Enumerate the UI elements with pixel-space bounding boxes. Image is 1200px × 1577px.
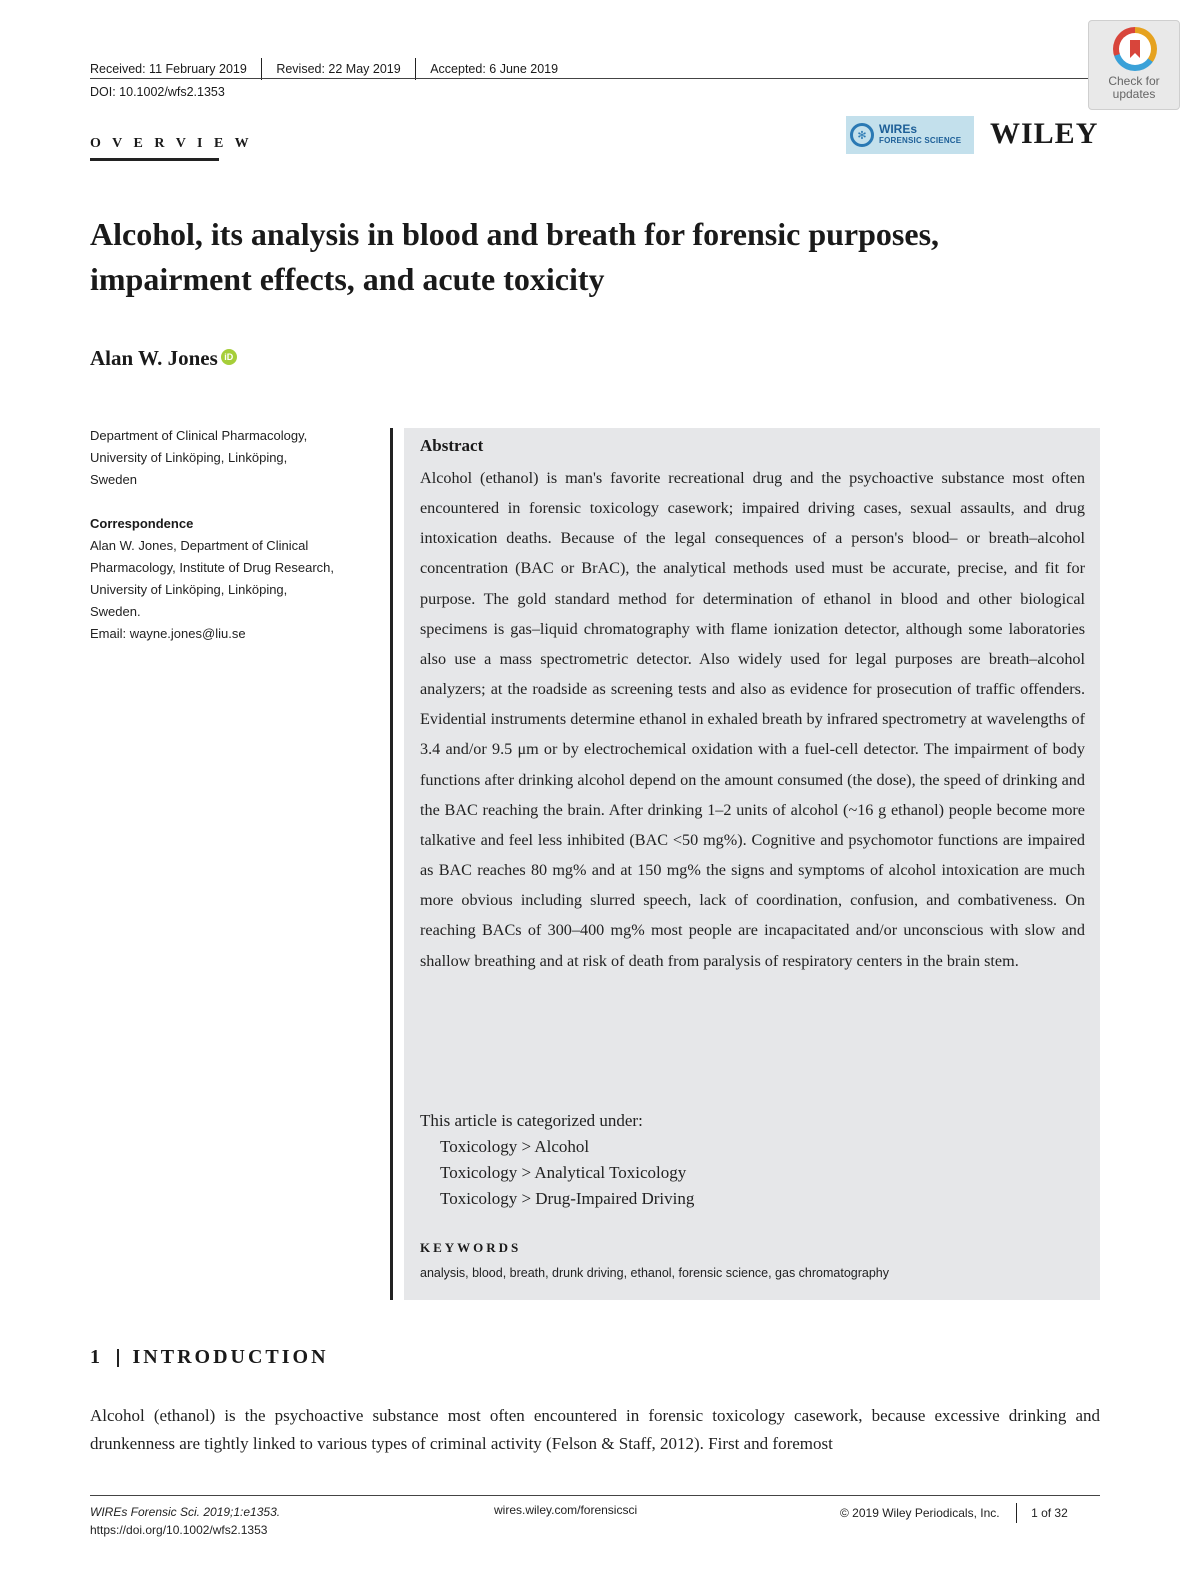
affiliation-line: University of Linköping, Linköping,	[90, 450, 288, 465]
category-item[interactable]: Toxicology > Alcohol	[440, 1137, 590, 1156]
copyright: © 2019 Wiley Periodicals, Inc.	[840, 1506, 1000, 1520]
date-divider	[415, 58, 417, 80]
correspondence-line: Sweden.	[90, 604, 141, 619]
section-heading	[90, 1346, 329, 1369]
check-for-updates-badge[interactable]	[1088, 20, 1180, 110]
category-item[interactable]: Toxicology > Drug-Impaired Driving	[440, 1189, 695, 1208]
date-divider	[261, 58, 263, 80]
page-number: 1 of 32	[1031, 1506, 1068, 1520]
author	[90, 346, 237, 371]
crossmark-icon	[1113, 27, 1157, 71]
title-line: impairment effects, and acute toxicity	[90, 261, 605, 297]
footer-doi-link[interactable]: https://doi.org/10.1002/wfs2.1353	[90, 1523, 268, 1537]
citation-text: WIREs Forensic Sci. 2019;1:e1353.	[90, 1505, 281, 1519]
abstract-divider	[390, 428, 393, 1300]
introduction-text: Alcohol (ethanol) is the psychoactive substance most often encountered in forensic toxicology casework, because excessive drinking and drunkenness are tightly linked to various types of criminal activity (Felson & Staff, 2012). First and foremost	[90, 1406, 1100, 1453]
correspondence-address	[90, 535, 380, 623]
journal-logo-subtitle: FORENSIC SCIENCE	[879, 136, 962, 145]
correspondence-heading: Correspondence	[90, 516, 194, 531]
author-name[interactable]: Alan W. Jones	[90, 346, 218, 370]
footer-site-link[interactable]: wires.wiley.com/forensicsci	[494, 1503, 638, 1517]
received-date: Received: 11 February 2019	[90, 62, 247, 76]
correspondence-line: University of Linköping, Linköping,	[90, 582, 288, 597]
correspondence-email[interactable]: Email: wayne.jones@liu.se	[90, 626, 246, 641]
keywords-heading: KEYWORDS	[420, 1240, 522, 1255]
header-rule	[90, 78, 1090, 79]
footer-divider	[1016, 1503, 1018, 1523]
affiliation-line: Department of Clinical Pharmacology,	[90, 428, 308, 443]
abstract-text: Alcohol (ethanol) is man's favorite recreational drug and the psychoactive substance most often encountered in forensic toxicology casework; impaired driving cases, sexual assaults, and drug intoxication deaths. Because of the legal consequences of a person's blood– or breath–alcohol concentration (BAC or BrAC), the analytical methods used must be accurate, precise, and fit for purpose. The gold standard method for determination of ethanol in blood and other biological specimens is gas–liquid chromatography with flame ionization detector, although some laboratories also use a mass spectrometric detector. Also widely used for legal purposes are breath–alcohol analyzers; at the roadside as screening tests and also as evidence for prosecution of traffic offenders. Evidential instruments determine ethanol in exhaled breath by infrared spectrometry at wavelengths of 3.4 and/or 9.5 μm or by electrochemical oxidation with a fuel-cell detector. The impairment of body functions after drinking alcohol depend on the amount consumed (the dose), the speed of drinking and the BAC reaching the brain. After drinking 1–2 units of alcohol (~16 g ethanol) people become more talkative and feel less inhibited (BAC <50 mg%). Cognitive and psychomotor functions are impaired as BAC reaches 80 mg% and at 150 mg% the signs and symptoms of alcohol intoxication are much more obvious including slurred speech, lack of coordination, confusion, and combativeness. On reaching BACs of 300–400 mg% most people are incapacitated and/or unconscious with slow and shallow breathing and at risk of death from paralysis of respiratory centers in the brain stem.	[420, 469, 1085, 970]
abstract-heading: Abstract	[420, 436, 484, 455]
article-type: O V E R V I E W	[90, 136, 253, 151]
section-title: INTRODUCTION	[132, 1346, 329, 1368]
categories-intro: This article is categorized under:	[420, 1111, 643, 1130]
title-line: Alcohol, its analysis in blood and breath for forensic purposes,	[90, 216, 940, 252]
article-type-underline	[90, 158, 219, 161]
footer-right	[840, 1503, 1068, 1523]
section-divider	[117, 1349, 119, 1367]
article-title	[90, 212, 1100, 302]
affiliation	[90, 425, 380, 491]
doi[interactable]: DOI: 10.1002/wfs2.1353	[90, 85, 225, 99]
accepted-date: Accepted: 6 June 2019	[430, 62, 559, 76]
footer-rule	[90, 1495, 1100, 1496]
correspondence-line: Pharmacology, Institute of Drug Research,	[90, 560, 334, 575]
revised-date: Revised: 22 May 2019	[276, 62, 401, 76]
footer-citation	[90, 1503, 280, 1539]
affiliation-line: Sweden	[90, 472, 137, 487]
section-number: 1	[90, 1346, 103, 1368]
check-for-updates-label: Check for updates	[1108, 74, 1160, 101]
publisher-logo[interactable]: WILEY	[990, 117, 1099, 150]
orcid-icon[interactable]: iD	[221, 349, 237, 365]
category-item[interactable]: Toxicology > Analytical Toxicology	[440, 1163, 687, 1182]
article-dates	[90, 58, 558, 80]
correspondence-line: Alan W. Jones, Department of Clinical	[90, 538, 309, 553]
journal-logo-name: WIREs	[879, 122, 918, 136]
keywords-list: analysis, blood, breath, drunk driving, ethanol, forensic science, gas chromatography	[420, 1266, 890, 1280]
journal-logo-icon: ✻	[850, 123, 874, 147]
journal-logo[interactable]	[846, 116, 974, 154]
